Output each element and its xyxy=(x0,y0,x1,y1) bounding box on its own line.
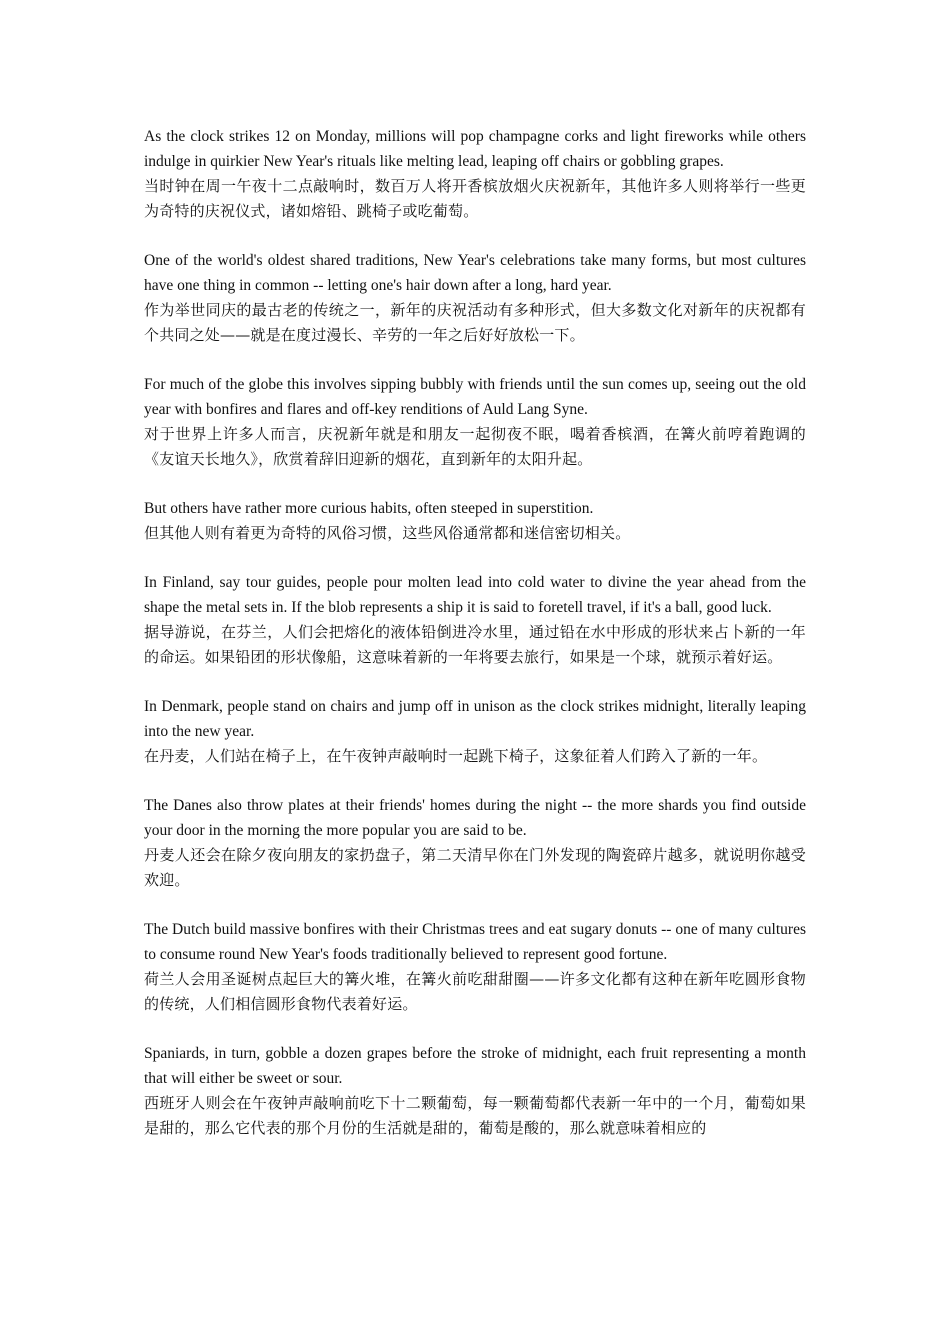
paragraph-pair xyxy=(144,248,806,348)
english-paragraph: In Finland, say tour guides, people pour molten lead into cold water to divine the year ahead from the shape the metal sets in. If the blob represents a ship it is said to foretell travel, if it's a ball, good luck. xyxy=(144,574,806,616)
english-paragraph: One of the world's oldest shared traditions, New Year's celebrations take many forms, but most cultures have one thing in common -- letting one's hair down after a long, hard year. xyxy=(144,252,806,294)
chinese-paragraph: 当时钟在周一午夜十二点敲响时，数百万人将开香槟放烟火庆祝新年，其他许多人则将举行一些更为奇特的庆祝仪式，诸如熔铅、跳椅子或吃葡萄。 xyxy=(144,177,806,220)
english-paragraph: For much of the globe this involves sipping bubbly with friends until the sun comes up, seeing out the old year with bonfires and flares and off-key renditions of Auld Lang Syne. xyxy=(144,376,806,418)
english-paragraph: As the clock strikes 12 on Monday, millions will pop champagne corks and light fireworks while others indulge in quirkier New Year's rituals like melting lead, leaping off chairs or gobbling grapes. xyxy=(144,128,806,170)
english-paragraph: But others have rather more curious habits, often steeped in superstition. xyxy=(144,500,594,517)
chinese-paragraph: 对于世界上许多人而言，庆祝新年就是和朋友一起彻夜不眠，喝着香槟酒，在篝火前哼着跑调的《友谊天长地久》，欣赏着辞旧迎新的烟花，直到新年的太阳升起。 xyxy=(144,425,806,468)
paragraph-pair xyxy=(144,570,806,670)
paragraph-pair xyxy=(144,124,806,224)
paragraph-pair xyxy=(144,793,806,893)
english-paragraph: Spaniards, in turn, gobble a dozen grapes before the stroke of midnight, each fruit representing a month that will either be sweet or sour. xyxy=(144,1045,806,1087)
chinese-paragraph: 在丹麦，人们站在椅子上，在午夜钟声敲响时一起跳下椅子，这象征着人们跨入了新的一年。 xyxy=(144,747,768,765)
chinese-paragraph: 荷兰人会用圣诞树点起巨大的篝火堆，在篝火前吃甜甜圈——许多文化都有这种在新年吃圆形食物的传统，人们相信圆形食物代表着好运。 xyxy=(144,970,806,1013)
paragraph-pair xyxy=(144,496,806,546)
english-paragraph: The Danes also throw plates at their friends' homes during the night -- the more shards you find outside your door in the morning the more popular you are said to be. xyxy=(144,797,806,839)
english-paragraph: In Denmark, people stand on chairs and jump off in unison as the clock strikes midnight, literally leaping into the new year. xyxy=(144,698,806,740)
chinese-paragraph: 但其他人则有着更为奇特的风俗习惯，这些风俗通常都和迷信密切相关。 xyxy=(144,524,631,542)
chinese-paragraph: 作为举世同庆的最古老的传统之一，新年的庆祝活动有多种形式，但大多数文化对新年的庆祝都有个共同之处——就是在度过漫长、辛劳的一年之后好好放松一下。 xyxy=(144,301,806,344)
document-body xyxy=(144,124,806,1165)
paragraph-pair xyxy=(144,917,806,1017)
chinese-paragraph: 据导游说，在芬兰，人们会把熔化的液体铅倒进冷水里，通过铅在水中形成的形状来占卜新的一年的命运。如果铅团的形状像船，这意味着新的一年将要去旅行，如果是一个球，就预示着好运。 xyxy=(144,623,806,666)
paragraph-pair xyxy=(144,1041,806,1141)
chinese-paragraph: 西班牙人则会在午夜钟声敲响前吃下十二颗葡萄，每一颗葡萄都代表新一年中的一个月，葡萄如果是甜的，那么它代表的那个月份的生活就是甜的，葡萄是酸的，那么就意味着相应的 xyxy=(144,1094,806,1137)
english-paragraph: The Dutch build massive bonfires with their Christmas trees and eat sugary donuts -- one of many cultures to consume round New Year's foods traditionally believed to represent good fortune. xyxy=(144,921,806,963)
chinese-paragraph: 丹麦人还会在除夕夜向朋友的家扔盘子，第二天清早你在门外发现的陶瓷碎片越多，就说明你越受欢迎。 xyxy=(144,846,806,889)
paragraph-pair xyxy=(144,372,806,472)
paragraph-pair xyxy=(144,694,806,769)
